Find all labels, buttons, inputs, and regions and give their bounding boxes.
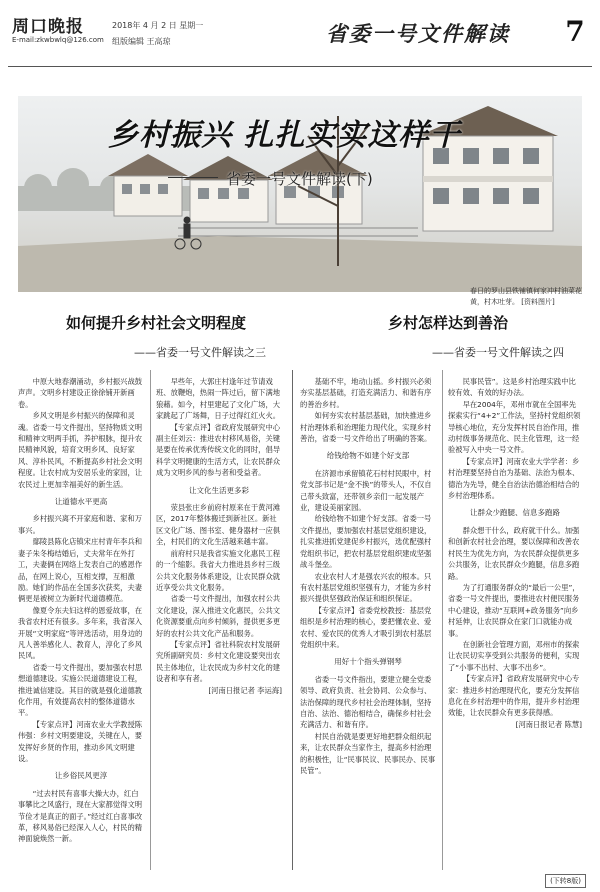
subhead-dash bbox=[168, 177, 218, 178]
right-article-title: 乡村怎样达到善治 bbox=[388, 314, 509, 332]
paragraph: 【专家点评】省政府发展研究中心专家：推进乡村治理现代化，要充分发挥信息化在乡村治理中的作用，提升乡村治理效能，让农民群众有更多获得感。 bbox=[448, 674, 580, 718]
paragraph: 基础不牢，地动山摇。乡村振兴必须夯实基层基础，打造充满活力、和谐有序的善治乡村。 bbox=[300, 377, 432, 409]
main-headline: 乡村振兴 扎扎实实这样干 bbox=[108, 118, 461, 153]
layout-editor: 组版编辑 王高琼 bbox=[112, 37, 171, 46]
paragraph: 如何夯实农村基层基础，加快推进乡村治理体系和治理能力现代化，实现乡村善治，省委一号文件给出了明确的答案。 bbox=[300, 411, 432, 444]
contact-email[interactable]: E-mail:zkwbwlq@126.com bbox=[12, 36, 104, 44]
paragraph: 前府村只是我省实施文化惠民工程的一个缩影。我省大力推进县乡村三级公共文化服务体系建设，让农民群众就近享受公共文化服务。 bbox=[156, 548, 281, 592]
newspaper-name: 周口晚报 bbox=[12, 17, 84, 37]
left-article-column-1 bbox=[18, 376, 144, 866]
right-article-column-1 bbox=[300, 376, 436, 866]
paragraph: 省委一号文件指出，要建立健全党委领导、政府负责、社会协同、公众参与、法治保障的现代乡村社会治理体制，坚持自治、法治、德治相结合，确保乡村社会充满活力、和谐有序。 bbox=[300, 674, 432, 730]
paragraph: 中原大地春潮涌动，乡村振兴战鼓声声。文明乡村建设正徐徐铺开新画卷。 bbox=[18, 377, 143, 409]
photo-caption: 春日的罗山县铁铺镇何家冲村油菜花黄，村木吐芽。 [资料图片] bbox=[470, 287, 582, 306]
paragraph: 早些年，大郭庄村逢年过节请戏班、放鞭炮，热闹一阵过后，留下满地狼藉。如今，村里建起了文化广场，大家跳起了广场舞，日子过得红红火火。 bbox=[156, 377, 281, 421]
paragraph: 像夏令东夫妇这样的恩爱故事，在我省农村还有很多。多年来，我省深入开展“文明家庭”等评选活动，用身边的凡人善举感化人、教育人，淳化了乡风民风。 bbox=[18, 605, 143, 661]
road bbox=[18, 236, 582, 292]
main-subhead: 省委一号文件解读(下) bbox=[226, 170, 373, 188]
paragraph: 【专家点评】省社科院农村发展研究所副研究员：乡村文化建设要突出农民主体地位，让农民成为乡村文化的建设者和享有者。 bbox=[156, 639, 281, 684]
right-article-subtitle: ——省委一号文件解读之四 bbox=[432, 346, 564, 359]
paragraph: 荥县张庄乡前府村原来在于黄河滩区，2017年整体搬迁到新社区。新社区文化广场、图书室、健身器材一应俱全，村民们的文化生活越来越丰富。 bbox=[156, 503, 281, 547]
continuation-note: (下转8版) bbox=[545, 874, 586, 888]
paragraph: 给钱给物不如建个好支部。省委一号文件提出，要加强农村基层党组织建设，扎实推进抓党建促乡村振兴，选优配强村党组织书记，把农村基层党组织建成坚强战斗堡垒。 bbox=[300, 514, 432, 570]
paragraph: 乡风文明是乡村振兴的保障和灵魂。省委一号文件提出，坚持物质文明和精神文明两手抓，养护根脉，提升农民精神风貌，培育文明乡风、良好家风、淳朴民风，不断提高乡村社会文明程度。让农村成为安居乐业的家园，让农民过上更加幸福美好的新生活。 bbox=[18, 411, 143, 489]
paragraph: 【专家点评】省委党校教授：基层党组织是乡村治理的核心，要把懂农业、爱农村、爱农民的优秀人才吸引到农村基层党组织中来。 bbox=[300, 605, 432, 649]
page-number: 7 bbox=[565, 15, 585, 48]
paragraph: 【专家点评】河南农业大学学者：乡村治理要坚持自治为基础、法治为根本、德治为先导，健全自治法治德治相结合的乡村治理体系。 bbox=[448, 456, 580, 501]
column-divider bbox=[150, 370, 151, 870]
section-title: 省委一号文件解读 bbox=[326, 21, 510, 46]
section-heading: 让文化生活更多彩 bbox=[189, 485, 249, 495]
paragraph: 早在2004年，邓州市就在全国率先探索实行“4+2”工作法，坚持村党组织领导核心地位，充分发挥村民自治作用，推动村级事务规范化、民主化管理，这一经验被写入中央一号文件。 bbox=[448, 399, 581, 455]
fence bbox=[178, 228, 418, 236]
paragraph: 群众想干什么，政府就干什么。加强和创新农村社会治理，要以保障和改善农村民生为优先方向，为农民群众提供更多公共服务，让农民群众少跑腿，信息多跑路。 bbox=[448, 525, 580, 581]
section-heading: 用好十个指头弹钢琴 bbox=[334, 657, 402, 667]
paragraph: 鄢陵县陈化店镇宋庄村青年李兵和妻子朱冬梅结婚后，丈夫常年在外打工，夫妻俩在网络上发表自己的感恩作品，在网上说心，互相支撑，互相激励。她们的作品在全国多次获奖，夫妻俩更是被树立为新时代道德模范。 bbox=[18, 537, 143, 604]
paragraph: 村民自治就是要更好地把群众组织起来，让农民群众当家作主，提高乡村治理的积极性，让“民事民议、民事民办、民事民管”。 bbox=[300, 731, 436, 775]
left-article-subtitle: ——省委一号文件解读之三 bbox=[134, 346, 266, 359]
section-heading: 让群众少跑腿、信息多跑路 bbox=[470, 508, 560, 518]
hero-photo bbox=[18, 96, 582, 292]
paragraph: “过去村民有喜事大操大办，红白事攀比之风盛行，现在大家都觉得文明节俭才是真正的面子。”经过红白喜事改革，移风易俗已经深入人心，村民的精神面貌焕然一新。 bbox=[18, 788, 143, 844]
masthead bbox=[8, 6, 592, 67]
left-article-column-2 bbox=[156, 376, 282, 866]
paragraph: 省委一号文件提出，加强农村公共文化建设，深入推进文化惠民，公共文化资源要重点向乡村倾斜，提供更多更好的农村公共文化产品和服务。 bbox=[156, 594, 281, 638]
byline: [河南日报记者 李运海] bbox=[208, 685, 282, 695]
section-heading: 给钱给物不如建个好支部 bbox=[326, 451, 410, 461]
issue-date: 2018年 4 月 2 日 星期一 bbox=[112, 21, 204, 30]
section-heading: 让道德水平更高 bbox=[54, 497, 108, 507]
column-divider bbox=[442, 370, 443, 870]
article-divider bbox=[292, 370, 293, 870]
paragraph: 在济源市承留镇花石村村民眼中，村党支部书记是“金不换”的带头人，不仅自己带头致富，还带领乡亲们一起发展产业，建设美丽家园。 bbox=[300, 468, 432, 513]
paragraph: 乡村振兴离不开家庭和谐、家和万事兴。 bbox=[18, 514, 143, 535]
section-heading: 让乡俗民风更淳 bbox=[54, 771, 108, 781]
paragraph: 为了打通服务群众的“最后一公里”，省委一号文件提出，要推进农村便民服务中心建设，推动“互联网+政务服务”向乡村延伸，让农民群众在家门口就能办成事。 bbox=[448, 582, 580, 638]
byline: [河南日报记者 陈慧] bbox=[515, 719, 582, 729]
paragraph: 【专家点评】河南农业大学教授陈伟强：乡村文明要建设，关键在人，要发挥好乡贤的作用，推动乡风文明建设。 bbox=[18, 719, 143, 763]
right-article-column-2 bbox=[448, 376, 582, 866]
paragraph: 省委一号文件提出，要加强农村思想道德建设。实施公民道德建设工程，推进诚信建设。其目的就是强化道德教化作用，有效提高农村的整体道德水平。 bbox=[18, 662, 143, 718]
paragraph: 在创新社会管理方面，邓州市的探索让农民切实享受到公共服务的便利，实现了“小事不出村、大事不出乡”。 bbox=[448, 639, 580, 672]
left-article-title: 如何提升乡村社会文明程度 bbox=[66, 314, 247, 332]
paragraph: 民事民管”。这是乡村治理实践中比较有效、有效的好办法。 bbox=[448, 377, 576, 398]
paragraph: 【专家点评】省政府发展研究中心副主任刘云：推进农村移风易俗，关键是要在传承优秀传统文化的同时，倡导科学文明健康的生活方式，让农民群众成为文明乡风的参与者和受益者。 bbox=[156, 422, 281, 478]
paragraph: 农业农村人才是强农兴农的根本。只有农村基层党组织坚强有力，才能为乡村振兴提供坚强政治保证和组织保证。 bbox=[300, 571, 432, 604]
